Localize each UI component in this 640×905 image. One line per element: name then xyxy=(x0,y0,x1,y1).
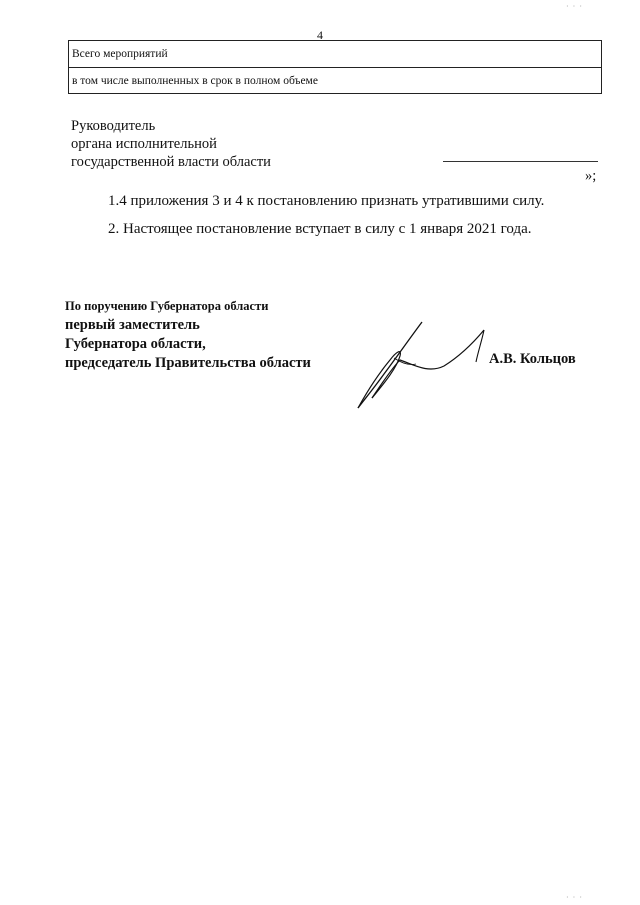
head-of-authority-block xyxy=(71,117,271,171)
signature-line-1: По поручению Губернатора области xyxy=(65,299,269,313)
signature-line-4: председатель Правительства области xyxy=(65,355,311,371)
paragraph-2: 2. Настоящее постановление вступает в силу с 1 января 2021 года. xyxy=(108,221,532,237)
head-line-2: органа исполнительной xyxy=(71,136,217,152)
signature-line-2: первый заместитель xyxy=(65,317,200,333)
corner-mark-bottom: · · · xyxy=(566,893,583,902)
head-line-1: Руководитель xyxy=(71,118,156,134)
paragraph-1-4: 1.4 приложения 3 и 4 к постановлению признать утратившими силу. xyxy=(108,193,545,209)
table-row-completed: в том числе выполненных в срок в полном объеме xyxy=(69,67,601,93)
summary-table xyxy=(68,40,602,94)
signature-line-3: Губернатора области, xyxy=(65,336,206,352)
closing-quote: »; xyxy=(585,168,597,184)
handwritten-signature xyxy=(350,318,490,414)
signature-blank-line xyxy=(443,161,598,162)
corner-mark-top: · · · xyxy=(566,2,583,11)
head-line-3: государственной власти области xyxy=(71,154,271,170)
signature-position-block xyxy=(65,297,311,373)
page-number: 4 xyxy=(317,28,323,42)
signer-name: А.В. Кольцов xyxy=(489,351,576,367)
table-row-total: Всего мероприятий xyxy=(72,48,168,60)
